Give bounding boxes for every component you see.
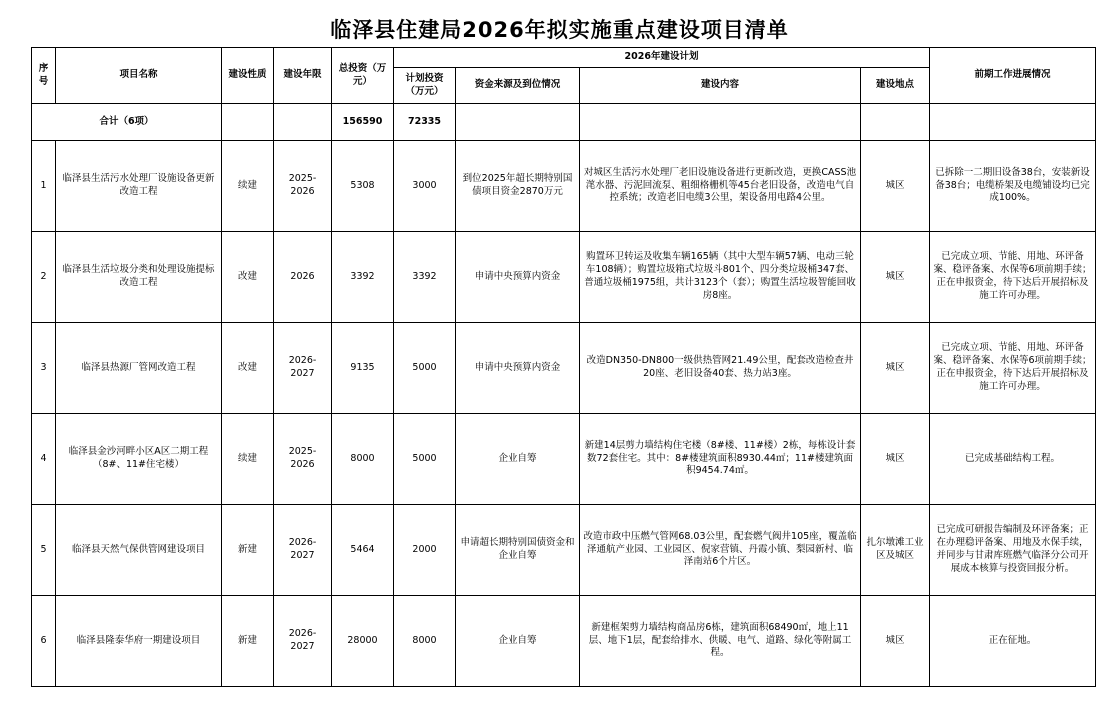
- table-row: [32, 596, 1096, 687]
- table-row: [32, 141, 1096, 232]
- row-name: 临泽县天然气保供管网建设项目: [56, 505, 222, 596]
- row-plan: 3000: [394, 141, 456, 232]
- row-name: 临泽县生活污水处理厂设施设备更新改造工程: [56, 141, 222, 232]
- row-location: 城区: [861, 414, 930, 505]
- row-content: 新建框架剪力墙结构商品房6栋，建筑面积68490㎡，地上11层、地下1层，配套给排水、供暖、电气、道路、绿化等附属工程。: [580, 596, 861, 687]
- row-period: 2026-2027: [274, 505, 332, 596]
- header-period: 建设年限: [274, 48, 332, 104]
- row-total: 5464: [332, 505, 394, 596]
- table-row: [32, 323, 1096, 414]
- row-funding: 申请中央预算内资金: [456, 323, 580, 414]
- row-period: 2025-2026: [274, 414, 332, 505]
- row-name: 临泽县隆泰华府一期建设项目: [56, 596, 222, 687]
- header-row-1: [32, 48, 1096, 68]
- summary-empty-nature: [222, 104, 274, 141]
- summary-empty-funding: [456, 104, 580, 141]
- row-no: 4: [32, 414, 56, 505]
- row-total: 28000: [332, 596, 394, 687]
- summary-total-investment: 156590: [332, 104, 394, 141]
- header-nature: 建设性质: [222, 48, 274, 104]
- summary-empty-progress: [930, 104, 1096, 141]
- row-progress: 已完成可研报告编制及环评备案；正在办理稳评备案、用地及水保手续，并同步与甘肃库班燃气临泽分公司开展成本核算与投资回报分析。: [930, 505, 1096, 596]
- page-title: 临泽县住建局2026年拟实施重点建设项目清单: [330, 18, 789, 42]
- header-location: 建设地点: [861, 68, 930, 104]
- row-funding: 企业自筹: [456, 414, 580, 505]
- row-funding: 企业自筹: [456, 596, 580, 687]
- summary-empty-content: [580, 104, 861, 141]
- row-location: 城区: [861, 323, 930, 414]
- row-progress: 已完成立项、节能、用地、环评备案、稳评备案、水保等6项前期手续；正在申报资金，待下达后开展招标及施工许可办理。: [930, 323, 1096, 414]
- row-nature: 改建: [222, 232, 274, 323]
- summary-plan-investment: 72335: [394, 104, 456, 141]
- row-plan: 5000: [394, 323, 456, 414]
- row-no: 1: [32, 141, 56, 232]
- row-nature: 改建: [222, 323, 274, 414]
- row-nature: 续建: [222, 141, 274, 232]
- row-nature: 新建: [222, 505, 274, 596]
- row-name: 临泽县生活垃圾分类和处理设施提标改造工程: [56, 232, 222, 323]
- header-no: 序号: [32, 48, 56, 104]
- table-row: [32, 232, 1096, 323]
- row-location: 城区: [861, 232, 930, 323]
- row-total: 8000: [332, 414, 394, 505]
- row-no: 3: [32, 323, 56, 414]
- row-content: 改造DN350-DN800一级供热管网21.49公里，配套改造检查井20座、老旧设备40套、热力站3座。: [580, 323, 861, 414]
- row-total: 5308: [332, 141, 394, 232]
- row-content: 新建14层剪力墙结构住宅楼（8#楼、11#楼）2栋，每栋设计套数72套住宅。其中：8#楼建筑面积8930.44㎡；11#楼建筑面积9454.74㎡。: [580, 414, 861, 505]
- table-row: [32, 505, 1096, 596]
- row-name: 临泽县热源厂管网改造工程: [56, 323, 222, 414]
- row-total: 9135: [332, 323, 394, 414]
- summary-row: [32, 104, 1096, 141]
- row-progress: 已完成基础结构工程。: [930, 414, 1096, 505]
- summary-empty-location: [861, 104, 930, 141]
- summary-empty-period: [274, 104, 332, 141]
- header-progress: 前期工作进展情况: [930, 48, 1096, 104]
- row-location: 扎尔墩滩工业区及城区: [861, 505, 930, 596]
- row-nature: 续建: [222, 414, 274, 505]
- row-plan: 5000: [394, 414, 456, 505]
- row-no: 6: [32, 596, 56, 687]
- header-name: 项目名称: [56, 48, 222, 104]
- row-period: 2025-2026: [274, 141, 332, 232]
- row-no: 5: [32, 505, 56, 596]
- project-table: [31, 47, 1096, 687]
- row-plan: 3392: [394, 232, 456, 323]
- row-total: 3392: [332, 232, 394, 323]
- row-location: 城区: [861, 596, 930, 687]
- header-plan-group: 2026年建设计划: [394, 48, 930, 68]
- row-period: 2026: [274, 232, 332, 323]
- header-plan-investment: 计划投资（万元）: [394, 68, 456, 104]
- row-progress: 已完成立项、节能、用地、环评备案、稳评备案、水保等6项前期手续；正在申报资金，待下达后开展招标及施工许可办理。: [930, 232, 1096, 323]
- row-funding: 申请中央预算内资金: [456, 232, 580, 323]
- row-progress: 已拆除一二期旧设备38台，安装新设备38台；电缆桥架及电缆铺设均已完成100%。: [930, 141, 1096, 232]
- row-content: 对城区生活污水处理厂老旧设施设备进行更新改造，更换CASS池滗水器、污泥回流泵、粗细格栅机等45台老旧设备，改造电气自控系统；改造老旧电缆3公里，架设备用电路4公里。: [580, 141, 861, 232]
- row-name: 临泽县金沙河畔小区A区二期工程（8#、11#住宅楼）: [56, 414, 222, 505]
- row-progress: 正在征地。: [930, 596, 1096, 687]
- row-no: 2: [32, 232, 56, 323]
- row-period: 2026-2027: [274, 596, 332, 687]
- summary-label: 合计（6项）: [32, 104, 222, 141]
- table-row: [32, 414, 1096, 505]
- row-location: 城区: [861, 141, 930, 232]
- header-content: 建设内容: [580, 68, 861, 104]
- row-funding: 到位2025年超长期特别国债项目资金2870万元: [456, 141, 580, 232]
- row-plan: 2000: [394, 505, 456, 596]
- row-content: 改造市政中压燃气管网68.03公里，配套燃气阀井105座，覆盖临泽通航产业园、工业园区、倪家营镇、丹霞小镇、梨园新村、临泽南站6个片区。: [580, 505, 861, 596]
- header-funding: 资金来源及到位情况: [456, 68, 580, 104]
- row-funding: 申请超长期特别国债资金和企业自筹: [456, 505, 580, 596]
- header-total-investment: 总投资（万元）: [332, 48, 394, 104]
- row-period: 2026-2027: [274, 323, 332, 414]
- row-nature: 新建: [222, 596, 274, 687]
- row-plan: 8000: [394, 596, 456, 687]
- row-content: 购置环卫转运及收集车辆165辆（其中大型车辆57辆、电动三轮车108辆）；购置垃圾箱式垃圾斗801个、四分类垃圾桶347套、普通垃圾桶1975组，共计3123个（套）；购置生活垃圾智能回收房8座。: [580, 232, 861, 323]
